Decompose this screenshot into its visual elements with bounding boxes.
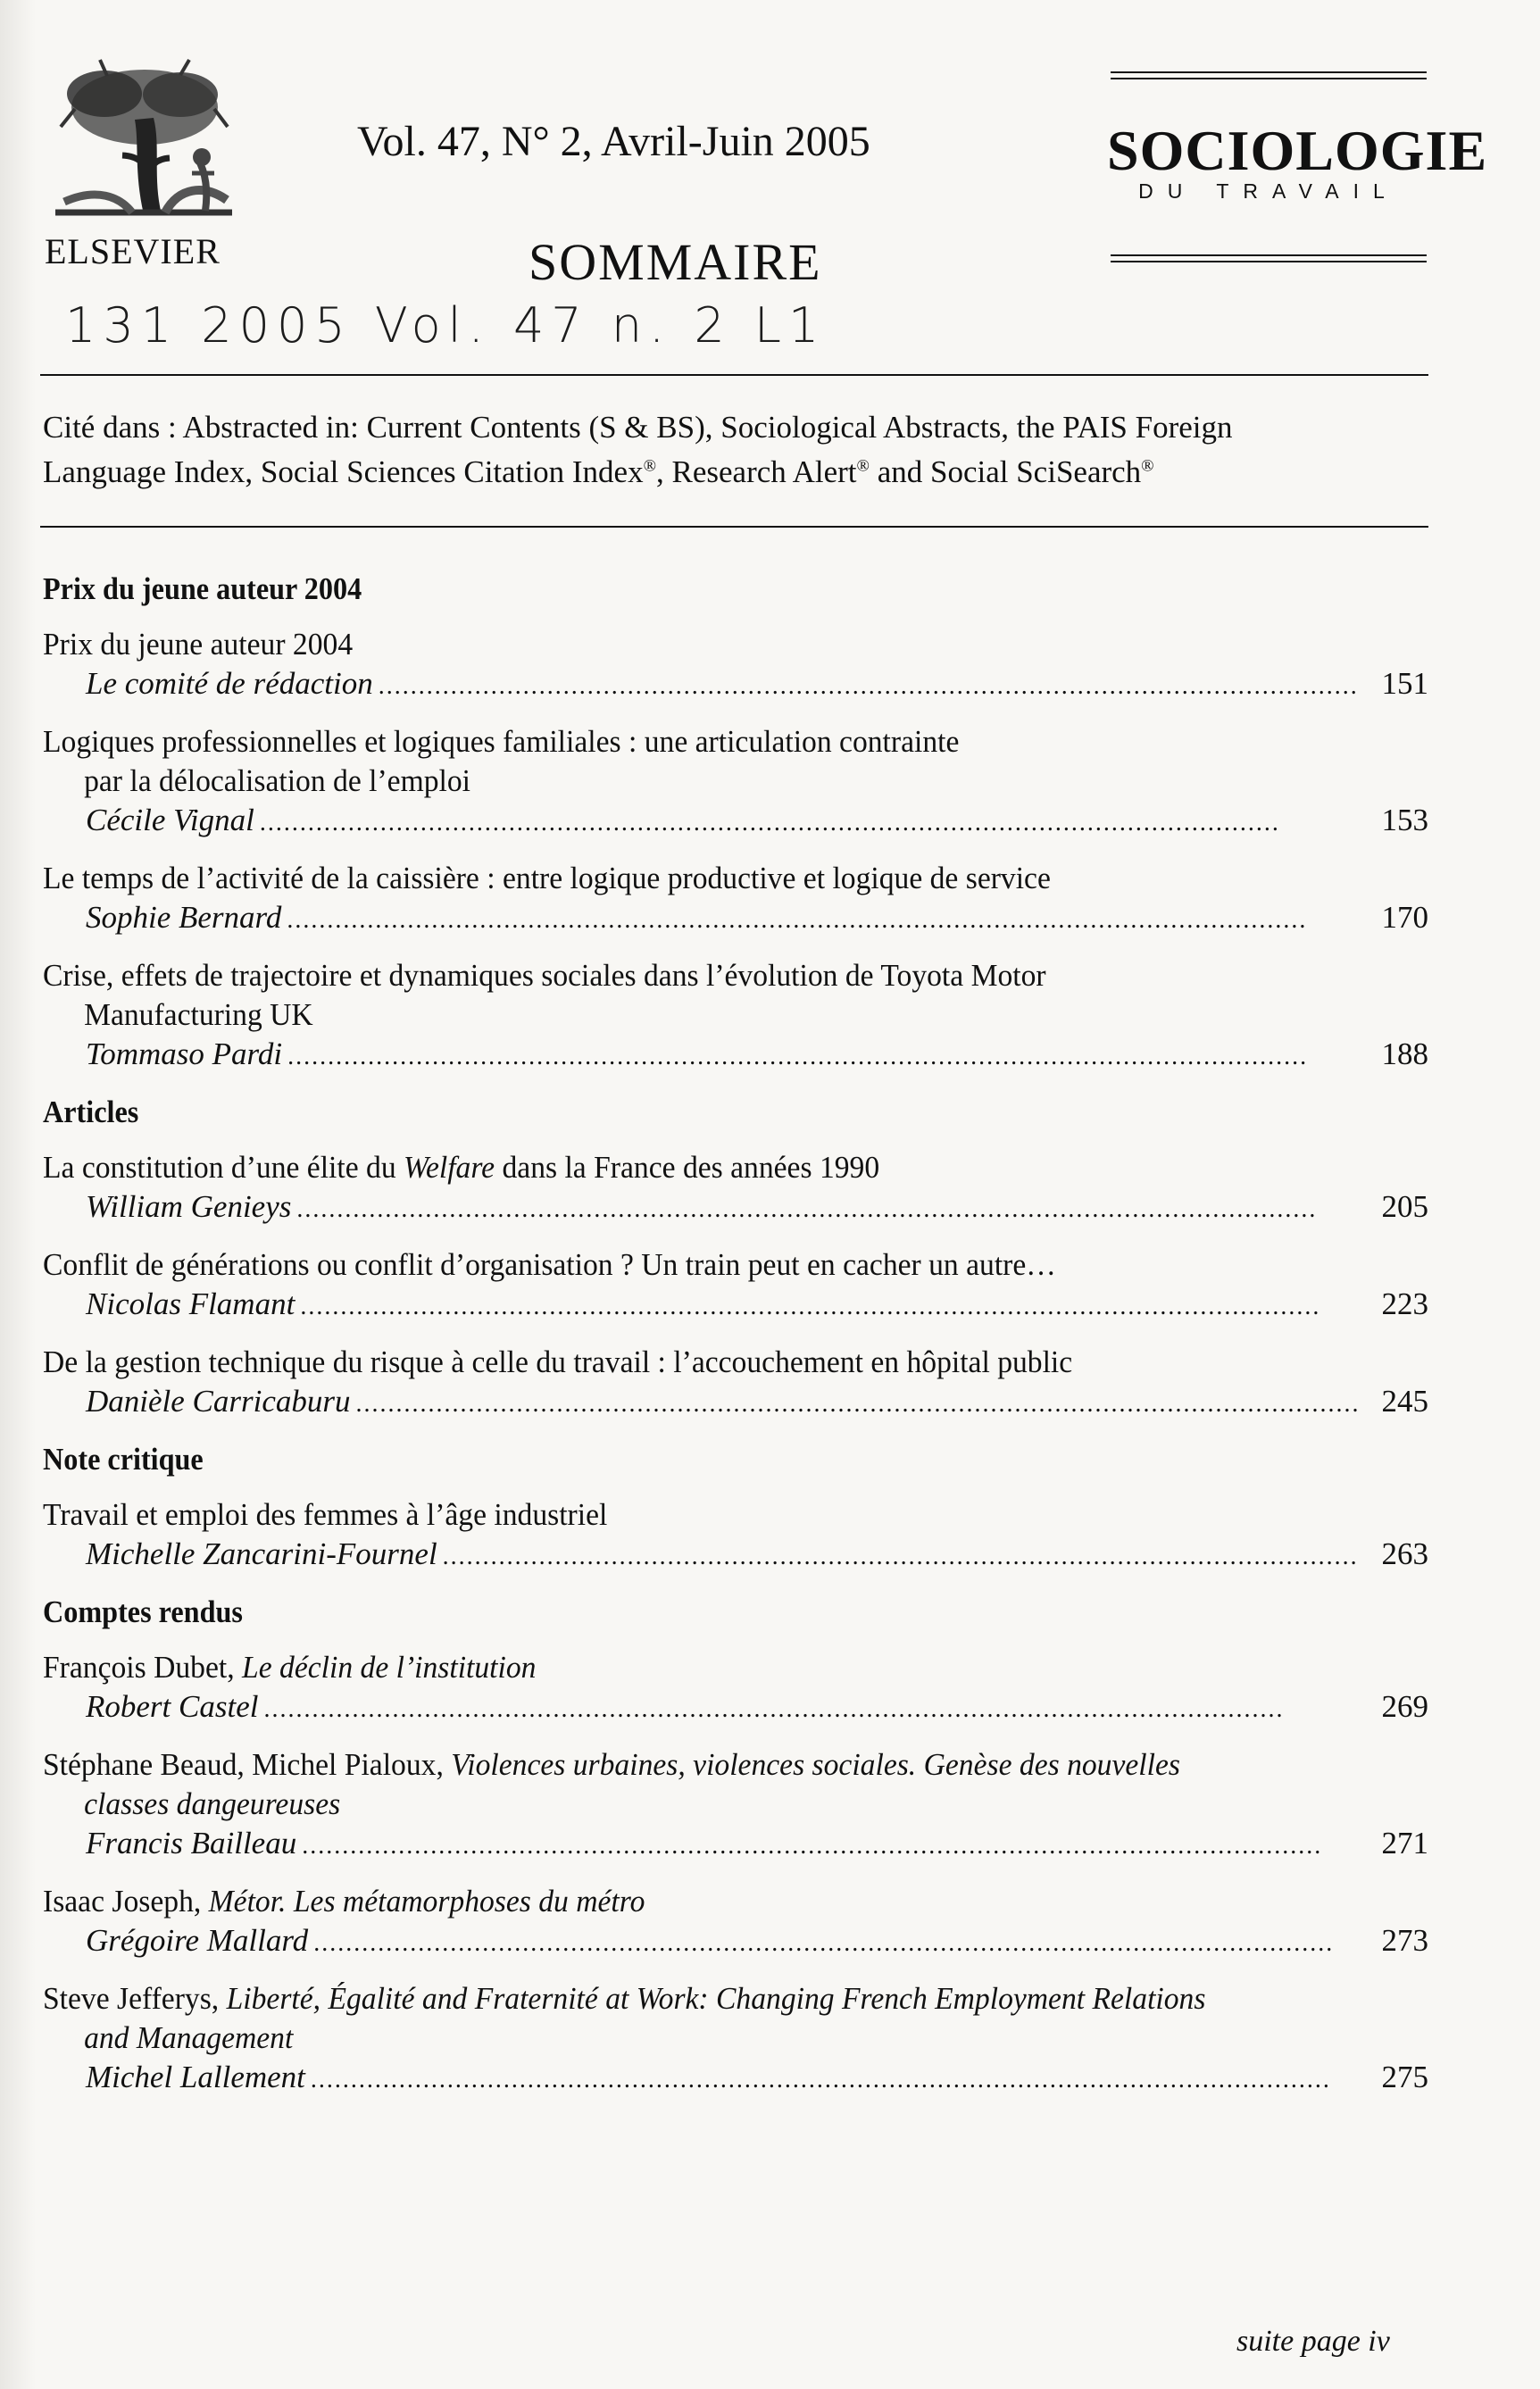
citation-line-2-part-2: , Research Alert <box>656 454 857 489</box>
entry-title-line-2: par la délocalisation de l’emploi <box>84 763 470 798</box>
entry-author: Michel Lallement <box>86 2060 305 2094</box>
contents-entry <box>43 1343 1428 1421</box>
contents-entry <box>43 859 1428 937</box>
registered-mark-1: ® <box>643 456 657 476</box>
section-heading: Articles <box>43 1095 139 1129</box>
section-heading: Note critique <box>43 1442 204 1477</box>
entry-author-row <box>43 1824 1428 1863</box>
entry-title: Travail et emploi des femmes à l’âge industriel <box>43 1497 608 1532</box>
contents-entry <box>43 1882 1428 1960</box>
section-comptes-rendus <box>43 1593 1428 2097</box>
entry-title-prefix: François Dubet, <box>43 1650 243 1685</box>
dot-leader <box>356 1382 1357 1424</box>
header-divider <box>40 374 1428 376</box>
table-of-contents <box>43 570 1428 2116</box>
entry-title-line-1 <box>43 1979 1427 2019</box>
elsevier-tree-icon <box>45 54 241 223</box>
entry-title <box>43 1648 1427 1687</box>
dot-leader <box>287 898 1357 940</box>
dot-leader <box>443 1535 1357 1577</box>
entry-title-prefix: La constitution d’une élite du <box>43 1150 404 1185</box>
dot-leader <box>287 1035 1357 1077</box>
entry-author-row <box>43 1285 1428 1324</box>
entry-author: Sophie Bernard <box>86 900 282 935</box>
entry-title-italic-line-2: classes dangeureuses <box>84 1786 341 1821</box>
contents-entry <box>43 1495 1428 1574</box>
handwritten-note: 131 2005 Vol. 47 n. 2 L1 <box>65 297 827 354</box>
indexing-citation <box>43 405 1427 495</box>
entry-page-number: 188 <box>1381 1036 1428 1071</box>
contents-entry <box>43 956 1428 1074</box>
section-articles <box>43 1093 1428 1421</box>
contents-entry <box>43 1648 1428 1727</box>
entry-author-row <box>43 1382 1428 1421</box>
entry-page-number: 151 <box>1381 666 1428 701</box>
entry-author: Danièle Carricaburu <box>86 1384 351 1419</box>
journal-title-bottom-rule <box>1111 254 1427 262</box>
entry-title-suffix: dans la France des années 1990 <box>495 1150 880 1185</box>
entry-page-number: 170 <box>1381 900 1428 935</box>
journal-volume: Vol. 47, N° 2, Avril-Juin 2005 <box>357 118 870 165</box>
entry-author: Cécile Vignal <box>86 803 254 837</box>
contents-entry <box>43 722 1428 840</box>
dot-leader <box>296 1187 1357 1229</box>
entry-title-line-1: Crise, effets de trajectoire et dynamiques sociales dans l’évolution de Toyota Motor <box>43 958 1046 993</box>
dot-leader <box>260 801 1357 843</box>
entry-author-row <box>43 898 1428 937</box>
entry-title: Le temps de l’activité de la caissière : entre logique productive et logique de service <box>43 861 1051 895</box>
journal-subtitle: DU TRAVAIL <box>1138 179 1399 203</box>
contents-entry <box>43 1979 1428 2097</box>
entry-author-row <box>43 1535 1428 1574</box>
entry-page-number: 223 <box>1381 1286 1428 1321</box>
entry-title-prefix: Stéphane Beaud, Michel Pialoux, <box>43 1747 452 1782</box>
entry-title-italic: Métor. Les métamorphoses du métro <box>208 1884 645 1919</box>
citation-divider <box>40 526 1428 528</box>
entry-title: Prix du jeune auteur 2004 <box>43 627 354 662</box>
dot-leader <box>302 1824 1357 1866</box>
contents-title: SOMMAIRE <box>529 233 822 291</box>
dot-leader <box>263 1687 1357 1729</box>
entry-page-number: 271 <box>1381 1826 1428 1860</box>
entry-author-row <box>43 1921 1428 1960</box>
entry-title: Conflit de générations ou conflit d’organisation ? Un train peut en cacher un autre… <box>43 1247 1056 1282</box>
entry-title: De la gestion technique du risque à celle du travail : l’accouchement en hôpital public <box>43 1344 1073 1379</box>
entry-title-italic: Le déclin de l’institution <box>242 1650 537 1685</box>
citation-line-2-part-3: and Social SciSearch <box>869 454 1142 489</box>
entry-title-line-2: Manufacturing UK <box>84 997 313 1032</box>
contents-entry <box>43 1245 1428 1324</box>
contents-entry <box>43 1745 1428 1863</box>
entry-title-italic-line-2: and Management <box>84 2020 294 2055</box>
dot-leader <box>379 664 1357 706</box>
entry-title-italic: Welfare <box>404 1150 495 1185</box>
entry-author-row <box>43 2058 1428 2097</box>
entry-page-number: 205 <box>1381 1189 1428 1224</box>
entry-page-number: 153 <box>1381 803 1428 837</box>
citation-line-2 <box>43 450 1427 495</box>
entry-author-row <box>43 801 1428 840</box>
journal-title-top-rule <box>1111 71 1427 79</box>
registered-mark-2: ® <box>856 456 870 476</box>
journal-title: SOCIOLOGIE <box>1107 119 1488 182</box>
citation-line-1: Cité dans : Abstracted in: Current Contents (S & BS), Sociological Abstracts, the PAIS Foreign <box>43 410 1233 445</box>
section-heading: Prix du jeune auteur 2004 <box>43 571 362 606</box>
entry-author: Tommaso Pardi <box>86 1036 283 1071</box>
entry-author: Robert Castel <box>86 1689 259 1724</box>
citation-line-2-part-1: Language Index, Social Sciences Citation Index <box>43 454 644 489</box>
entry-title-prefix: Isaac Joseph, <box>43 1884 209 1919</box>
entry-author-row <box>43 664 1428 703</box>
entry-author: William Genieys <box>86 1189 292 1224</box>
entry-title <box>43 1882 1427 1921</box>
entry-title-italic-line-1: Violences urbaines, violences sociales. Genèse des nouvelles <box>451 1747 1180 1782</box>
entry-title <box>43 1148 1427 1187</box>
registered-mark-3: ® <box>1141 456 1154 476</box>
entry-author-row <box>43 1035 1428 1074</box>
dot-leader <box>313 1921 1357 1963</box>
contents-entry <box>43 625 1428 703</box>
entry-author-row <box>43 1687 1428 1727</box>
dot-leader <box>300 1285 1357 1327</box>
publisher-name: ELSEVIER <box>45 231 221 271</box>
entry-title-line-1 <box>43 1745 1427 1785</box>
section-prix-jeune-auteur <box>43 570 1428 1074</box>
entry-title-line-1: Logiques professionnelles et logiques familiales : une articulation contrainte <box>43 724 960 759</box>
section-heading: Comptes rendus <box>43 1594 243 1629</box>
entry-page-number: 273 <box>1381 1923 1428 1958</box>
entry-author: Grégoire Mallard <box>86 1923 309 1958</box>
entry-title-italic-line-1: Liberté, Égalité and Fraternité at Work: Changing French Employment Relations <box>226 1981 1206 2016</box>
entry-author-row <box>43 1187 1428 1227</box>
entry-author: Nicolas Flamant <box>86 1286 296 1321</box>
entry-page-number: 275 <box>1381 2060 1428 2094</box>
entry-page-number: 269 <box>1381 1689 1428 1724</box>
entry-page-number: 263 <box>1381 1536 1428 1571</box>
entry-author: Francis Bailleau <box>86 1826 297 1860</box>
entry-author: Le comité de rédaction <box>86 666 373 701</box>
continued-note: suite page iv <box>1236 2325 1390 2358</box>
contents-entry <box>43 1148 1428 1227</box>
dot-leader <box>311 2058 1357 2100</box>
section-note-critique <box>43 1440 1428 1574</box>
entry-author: Michelle Zancarini-Fournel <box>86 1536 437 1571</box>
entry-page-number: 245 <box>1381 1384 1428 1419</box>
elsevier-logo <box>45 54 241 271</box>
entry-title-prefix: Steve Jefferys, <box>43 1981 227 2016</box>
